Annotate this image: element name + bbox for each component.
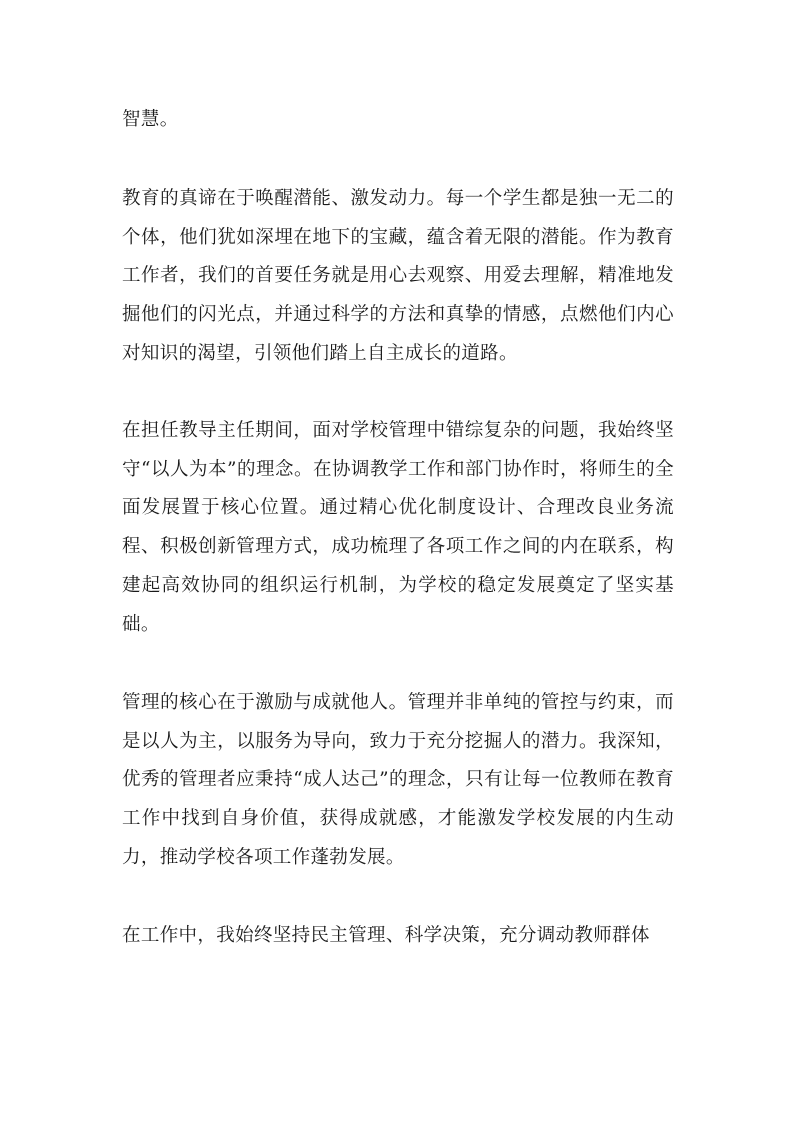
paragraph-management-core: 管理的核心在于激励与成就他人。管理并非单纯的管控与约束，而是以人为主，以服务为导向，致力于充分挖掘人的潜力。我深知，优秀的管理者应秉持“成人达己”的理念，只有让每一位教师在教育工作中找到自身价值，获得成就感，才能激发学校发展的内生动力，推动学校各项工作蓬勃发展。 bbox=[122, 692, 674, 868]
paragraph-continuation: 智慧。 bbox=[122, 109, 179, 130]
paragraph-dean-experience: 在担任教导主任期间，面对学校管理中错综复杂的问题，我始终坚守“以人为本”的理念。在协调教学工作和部门协作时，将师生的全面发展置于核心位置。通过精心优化制度设计、合理改良业务流程、积极创新管理方式，成功梳理了各项工作之间的内在联系，构建起高效协同的组织运行机制，为学校的稳定发展奠定了坚实基础。 bbox=[122, 420, 674, 635]
paragraph-education-essence: 教育的真谛在于唤醒潜能、激发动力。每一个学生都是独一无二的个体，他们犹如深埋在地下的宝藏，蕴含着无限的潜能。作为教育工作者，我们的首要任务就是用心去观察、用爱去理解，精准地发掘他们的闪光点，并通过科学的方法和真挚的情感，点燃他们内心对知识的渴望，引领他们踏上自主成长的道路。 bbox=[122, 188, 674, 364]
paragraph-democratic-management: 在工作中，我始终坚持民主管理、科学决策，充分调动教师群体 bbox=[122, 925, 650, 946]
